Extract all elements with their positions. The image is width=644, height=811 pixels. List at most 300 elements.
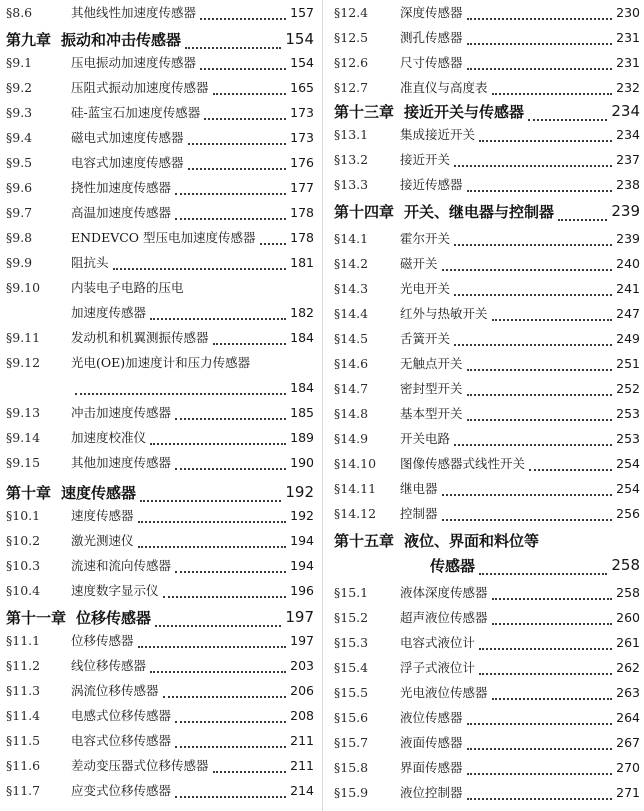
dot-leader xyxy=(479,572,607,575)
section-number: §8.6 xyxy=(6,4,33,20)
toc-chapter-row xyxy=(326,97,644,125)
chapter-number: 第十三章 xyxy=(334,102,395,121)
toc-section-row xyxy=(0,200,322,224)
dot-leader xyxy=(163,595,287,598)
dot-leader xyxy=(213,92,287,95)
dot-leader xyxy=(467,67,613,70)
page-number: 260 xyxy=(616,609,640,625)
toc-section-row xyxy=(326,730,644,754)
page-number: 192 xyxy=(285,483,314,501)
page-number: 185 xyxy=(290,404,314,420)
toc-section-row xyxy=(0,350,322,374)
section-number: §15.5 xyxy=(334,684,369,700)
section-number: §15.6 xyxy=(334,709,369,725)
toc-section-row xyxy=(326,755,644,779)
section-title: 液位控制器 xyxy=(400,785,463,800)
toc-section-row xyxy=(0,553,322,577)
dot-leader xyxy=(185,46,281,49)
section-title: 压电振动加速度传感器 xyxy=(71,55,197,70)
toc-section-row xyxy=(326,655,644,679)
toc-section-row xyxy=(326,226,644,250)
section-number: §12.6 xyxy=(334,54,369,70)
dot-leader xyxy=(442,493,613,496)
dot-leader xyxy=(479,672,612,675)
chapter-number: 第十五章 xyxy=(334,531,395,550)
section-title: 发动机和机翼测振传感器 xyxy=(71,330,209,345)
section-number: §10.1 xyxy=(6,507,41,523)
dot-leader xyxy=(467,418,613,421)
chapter-title: 接近开关与传感器 xyxy=(404,102,525,121)
page-number: 189 xyxy=(290,429,314,445)
section-number: §10.3 xyxy=(6,557,41,573)
section-title: 冲击加速度传感器 xyxy=(71,405,172,420)
section-number: §12.5 xyxy=(334,29,369,45)
section-title: 流速和流向传感器 xyxy=(71,558,172,573)
dot-leader xyxy=(442,518,613,521)
dot-leader xyxy=(492,622,613,625)
toc-chapter-row xyxy=(0,478,322,506)
section-title: 磁开关 xyxy=(400,256,438,271)
toc-section-row xyxy=(326,705,644,729)
page-number: 256 xyxy=(616,505,640,521)
section-number: §14.10 xyxy=(334,455,377,471)
section-number: §9.10 xyxy=(6,279,41,295)
page-number: 247 xyxy=(616,305,640,321)
page-number: 196 xyxy=(290,582,314,598)
section-number: §9.3 xyxy=(6,104,33,120)
section-title: 开关电路 xyxy=(400,431,451,446)
section-title: 挠性加速度传感器 xyxy=(71,180,172,195)
section-title: 加速度校准仪 xyxy=(71,430,147,445)
dot-leader xyxy=(467,722,613,725)
section-title: 电容式液位计 xyxy=(400,635,476,650)
section-title: 准直仪与高度表 xyxy=(400,80,488,95)
dot-leader xyxy=(454,293,612,296)
dot-leader xyxy=(479,139,612,142)
dot-leader xyxy=(175,217,286,220)
section-title: 电感式位移传感器 xyxy=(71,708,172,723)
section-title: 液体深度传感器 xyxy=(400,585,488,600)
section-title: 激光测速仪 xyxy=(71,533,134,548)
section-title: 基本型开关 xyxy=(400,406,463,421)
toc-section-row xyxy=(0,425,322,449)
dot-leader xyxy=(138,520,287,523)
section-title: 测孔传感器 xyxy=(400,30,463,45)
page-number: 252 xyxy=(616,380,640,396)
toc-section-row xyxy=(326,25,644,49)
page-number: 197 xyxy=(290,632,314,648)
toc-section-row xyxy=(326,501,644,525)
page-number: 176 xyxy=(290,154,314,170)
page-number: 238 xyxy=(616,176,640,192)
chapter-title: 开关、继电器与控制器 xyxy=(404,202,555,221)
section-number: §13.2 xyxy=(334,151,369,167)
toc-section-row xyxy=(326,276,644,300)
dot-leader xyxy=(543,549,636,550)
toc-section-row xyxy=(326,75,644,99)
toc-section-row xyxy=(326,426,644,450)
section-number: §15.4 xyxy=(334,659,369,675)
dot-leader xyxy=(175,720,286,723)
section-number: §10.4 xyxy=(6,582,41,598)
dot-leader xyxy=(479,647,612,650)
section-number: §11.6 xyxy=(6,757,41,773)
dot-leader xyxy=(175,417,286,420)
page-number: 203 xyxy=(290,657,314,673)
dot-leader xyxy=(467,797,613,800)
section-number: §15.1 xyxy=(334,584,369,600)
chapter-number: 第九章 xyxy=(6,30,52,49)
section-title: 光电液位传感器 xyxy=(400,685,488,700)
toc-section-row xyxy=(326,50,644,74)
section-number: §9.9 xyxy=(6,254,33,270)
section-title: 光电开关 xyxy=(400,281,451,296)
toc-section-row xyxy=(0,400,322,424)
dot-leader xyxy=(138,545,287,548)
section-title: 尺寸传感器 xyxy=(400,55,463,70)
dot-leader xyxy=(140,499,281,502)
toc-section-row xyxy=(0,528,322,552)
toc-section-row xyxy=(326,376,644,400)
page-number: 178 xyxy=(290,204,314,220)
dot-leader xyxy=(188,167,287,170)
section-title: 差动变压器式位移传感器 xyxy=(71,758,209,773)
section-number: §15.9 xyxy=(334,784,369,800)
section-number: §11.5 xyxy=(6,732,41,748)
toc-section-row xyxy=(0,125,322,149)
dot-leader xyxy=(442,268,613,271)
chapter-title: 速度传感器 xyxy=(61,483,137,502)
dot-leader xyxy=(150,442,286,445)
section-number: §14.12 xyxy=(334,505,377,521)
toc-section-row xyxy=(326,251,644,275)
toc-section-row xyxy=(0,175,322,199)
toc-section-row xyxy=(0,628,322,652)
toc-chapter-row xyxy=(0,603,322,631)
page-number: 237 xyxy=(616,151,640,167)
section-number: §15.3 xyxy=(334,634,369,650)
dot-leader xyxy=(188,294,310,295)
section-number: §9.8 xyxy=(6,229,33,245)
section-number: §12.4 xyxy=(334,4,369,20)
toc-section-row xyxy=(0,753,322,777)
dot-leader xyxy=(150,317,286,320)
section-title: 霍尔开关 xyxy=(400,231,451,246)
dot-leader xyxy=(155,624,281,627)
section-title: 密封型开关 xyxy=(400,381,463,396)
page-number: 184 xyxy=(290,329,314,345)
toc-section-row xyxy=(0,150,322,174)
toc-chapter-row xyxy=(326,526,644,554)
section-number: §15.2 xyxy=(334,609,369,625)
toc-section-row xyxy=(0,225,322,249)
page-number: 178 xyxy=(290,229,314,245)
section-number: §9.11 xyxy=(6,329,41,345)
dot-leader xyxy=(213,770,287,773)
section-title: 速度数字显示仪 xyxy=(71,583,159,598)
section-title: 高温加速度传感器 xyxy=(71,205,172,220)
page-number: 267 xyxy=(616,734,640,750)
section-title: 压阻式振动加速度传感器 xyxy=(71,80,209,95)
section-title: 磁电式加速度传感器 xyxy=(71,130,184,145)
dot-leader xyxy=(492,92,613,95)
section-number: §11.2 xyxy=(6,657,41,673)
section-number: §12.7 xyxy=(334,79,369,95)
toc-section-row xyxy=(326,580,644,604)
page-number: 263 xyxy=(616,684,640,700)
page-number: 241 xyxy=(616,280,640,296)
dot-leader xyxy=(175,795,286,798)
column-divider xyxy=(322,0,323,811)
section-number: §9.1 xyxy=(6,54,33,70)
section-number: §11.3 xyxy=(6,682,41,698)
section-title: 硅-蓝宝石加速度传感器 xyxy=(71,105,201,120)
page-number: 239 xyxy=(616,230,640,246)
section-title: 液位传感器 xyxy=(400,710,463,725)
page-number: 190 xyxy=(290,454,314,470)
section-title: 集成接近开关 xyxy=(400,127,476,142)
section-number: §15.7 xyxy=(334,734,369,750)
chapter-number: 第十四章 xyxy=(334,202,395,221)
page-number: 254 xyxy=(616,480,640,496)
section-number: §14.7 xyxy=(334,380,369,396)
page-number: 177 xyxy=(290,179,314,195)
section-number: §11.7 xyxy=(6,782,41,798)
dot-leader xyxy=(138,645,287,648)
toc-section-row xyxy=(326,605,644,629)
chapter-number: 第十一章 xyxy=(6,608,67,627)
section-title: 红外与热敏开关 xyxy=(400,306,488,321)
page-number: 184 xyxy=(290,379,314,395)
section-number: §14.4 xyxy=(334,305,369,321)
toc-section-row xyxy=(326,122,644,146)
toc-section-row xyxy=(326,451,644,475)
section-title: 线位移传感器 xyxy=(71,658,147,673)
toc-section-row xyxy=(326,680,644,704)
toc-section-row xyxy=(0,75,322,99)
section-title: 深度传感器 xyxy=(400,5,463,20)
page-number: 261 xyxy=(616,634,640,650)
page-number: 231 xyxy=(616,54,640,70)
toc-section-row xyxy=(0,653,322,677)
toc-section-row xyxy=(0,450,322,474)
dot-leader xyxy=(254,369,310,370)
page-number: 173 xyxy=(290,129,314,145)
page-number: 214 xyxy=(290,782,314,798)
section-title: 涡流位移传感器 xyxy=(71,683,159,698)
page-number: 232 xyxy=(616,79,640,95)
section-number: §9.13 xyxy=(6,404,41,420)
page-number: 258 xyxy=(616,584,640,600)
dot-leader xyxy=(200,17,286,20)
toc-section-row xyxy=(326,301,644,325)
dot-leader xyxy=(558,218,607,221)
toc-section-row xyxy=(0,728,322,752)
page-number: 165 xyxy=(290,79,314,95)
toc-section-row xyxy=(0,325,322,349)
dot-leader xyxy=(163,695,287,698)
toc-section-row xyxy=(326,326,644,350)
toc-section-row xyxy=(326,630,644,654)
toc-section-row xyxy=(326,0,644,24)
toc-section-row xyxy=(0,375,322,399)
section-title: 接近传感器 xyxy=(400,177,463,192)
toc-section-row xyxy=(326,401,644,425)
page-number: 262 xyxy=(616,659,640,675)
page-number: 211 xyxy=(290,757,314,773)
section-number: §13.3 xyxy=(334,176,369,192)
section-number: §14.1 xyxy=(334,230,369,246)
section-number: §11.1 xyxy=(6,632,41,648)
section-title: 阻抗头 xyxy=(71,255,109,270)
page-number: 239 xyxy=(611,202,640,220)
page-number: 181 xyxy=(290,254,314,270)
page-number: 253 xyxy=(616,430,640,446)
dot-leader xyxy=(492,318,613,321)
chapter-title: 振动和冲击传感器 xyxy=(61,30,182,49)
section-number: §14.8 xyxy=(334,405,369,421)
page-number: 254 xyxy=(616,455,640,471)
section-number: §11.4 xyxy=(6,707,41,723)
dot-leader xyxy=(528,118,607,121)
dot-leader xyxy=(467,368,613,371)
section-title: 电容式加速度传感器 xyxy=(71,155,184,170)
dot-leader xyxy=(454,243,612,246)
section-number: §15.8 xyxy=(334,759,369,775)
page-number: 264 xyxy=(616,709,640,725)
page-number: 182 xyxy=(290,304,314,320)
section-title: 浮子式液位计 xyxy=(400,660,476,675)
page-number: 197 xyxy=(285,608,314,626)
section-title: 液面传感器 xyxy=(400,735,463,750)
section-title: 界面传感器 xyxy=(400,760,463,775)
section-number: §9.14 xyxy=(6,429,41,445)
section-title: 图像传感器式线性开关 xyxy=(400,456,526,471)
dot-leader xyxy=(454,443,612,446)
page-number: 258 xyxy=(611,556,640,574)
toc-chapter-row xyxy=(326,551,644,579)
dot-leader xyxy=(200,67,286,70)
section-title: 光电(OE)加速度计和压力传感器 xyxy=(71,355,251,370)
toc-section-row xyxy=(0,578,322,602)
dot-leader xyxy=(454,164,612,167)
section-number: §14.5 xyxy=(334,330,369,346)
dot-leader xyxy=(213,342,287,345)
dot-leader xyxy=(467,189,613,192)
toc-section-row xyxy=(0,778,322,802)
page-number: 173 xyxy=(290,104,314,120)
page-number: 270 xyxy=(616,759,640,775)
page-number: 234 xyxy=(616,126,640,142)
section-title: 加速度传感器 xyxy=(71,305,147,320)
dot-leader xyxy=(113,267,287,270)
toc-section-row xyxy=(326,147,644,171)
section-number: §9.12 xyxy=(6,354,41,370)
section-number: §14.9 xyxy=(334,430,369,446)
dot-leader xyxy=(492,697,613,700)
dot-leader xyxy=(175,467,286,470)
section-number: §14.11 xyxy=(334,480,377,496)
section-title: 接近开关 xyxy=(400,152,451,167)
dot-leader xyxy=(204,117,286,120)
section-title: 内装电子电路的压电 xyxy=(71,280,184,295)
section-title: 应变式位移传感器 xyxy=(71,783,172,798)
page-number: 249 xyxy=(616,330,640,346)
page-number: 192 xyxy=(290,507,314,523)
page-number: 253 xyxy=(616,405,640,421)
toc-chapter-row xyxy=(0,25,322,53)
dot-leader xyxy=(467,772,613,775)
section-number: §9.15 xyxy=(6,454,41,470)
page-number: 206 xyxy=(290,682,314,698)
toc-section-row xyxy=(0,678,322,702)
page-number: 194 xyxy=(290,532,314,548)
section-number: §9.5 xyxy=(6,154,33,170)
dot-leader xyxy=(467,42,613,45)
page-number: 154 xyxy=(290,54,314,70)
dot-leader xyxy=(75,392,286,395)
toc-section-row xyxy=(326,172,644,196)
toc-section-row xyxy=(0,300,322,324)
section-number: §9.4 xyxy=(6,129,33,145)
dot-leader xyxy=(150,670,286,673)
section-number: §14.3 xyxy=(334,280,369,296)
toc-section-row xyxy=(326,476,644,500)
dot-leader xyxy=(175,745,286,748)
page-number: 208 xyxy=(290,707,314,723)
page-number: 251 xyxy=(616,355,640,371)
dot-leader xyxy=(467,747,613,750)
toc-section-row xyxy=(0,703,322,727)
section-number: §14.2 xyxy=(334,255,369,271)
page-number: 271 xyxy=(616,784,640,800)
dot-leader xyxy=(175,570,286,573)
page-number: 194 xyxy=(290,557,314,573)
dot-leader xyxy=(175,192,286,195)
dot-leader xyxy=(467,17,613,20)
toc-section-row xyxy=(0,275,322,299)
section-title: ENDEVCO 型压电加速度传感器 xyxy=(71,230,256,245)
page-number: 157 xyxy=(290,4,314,20)
section-number: §14.6 xyxy=(334,355,369,371)
section-title: 无触点开关 xyxy=(400,356,463,371)
section-title: 电容式位移传感器 xyxy=(71,733,172,748)
section-number: §9.2 xyxy=(6,79,33,95)
dot-leader xyxy=(467,393,613,396)
dot-leader xyxy=(454,343,612,346)
section-number: §9.6 xyxy=(6,179,33,195)
section-number: §10.2 xyxy=(6,532,41,548)
toc-section-row xyxy=(0,0,322,24)
section-number: §13.1 xyxy=(334,126,369,142)
dot-leader xyxy=(492,597,613,600)
chapter-title: 位移传感器 xyxy=(76,608,152,627)
toc-section-row xyxy=(326,351,644,375)
toc-section-row xyxy=(0,503,322,527)
section-title: 超声液位传感器 xyxy=(400,610,488,625)
section-title: 控制器 xyxy=(400,506,438,521)
dot-leader xyxy=(529,468,612,471)
section-title: 继电器 xyxy=(400,481,438,496)
toc-section-row xyxy=(326,780,644,804)
chapter-title: 传感器 xyxy=(430,556,476,575)
section-title: 位移传感器 xyxy=(71,633,134,648)
section-title: 舌簧开关 xyxy=(400,331,451,346)
chapter-number: 第十章 xyxy=(6,483,52,502)
page-number: 240 xyxy=(616,255,640,271)
page-number: 211 xyxy=(290,732,314,748)
toc-chapter-row xyxy=(326,197,644,225)
